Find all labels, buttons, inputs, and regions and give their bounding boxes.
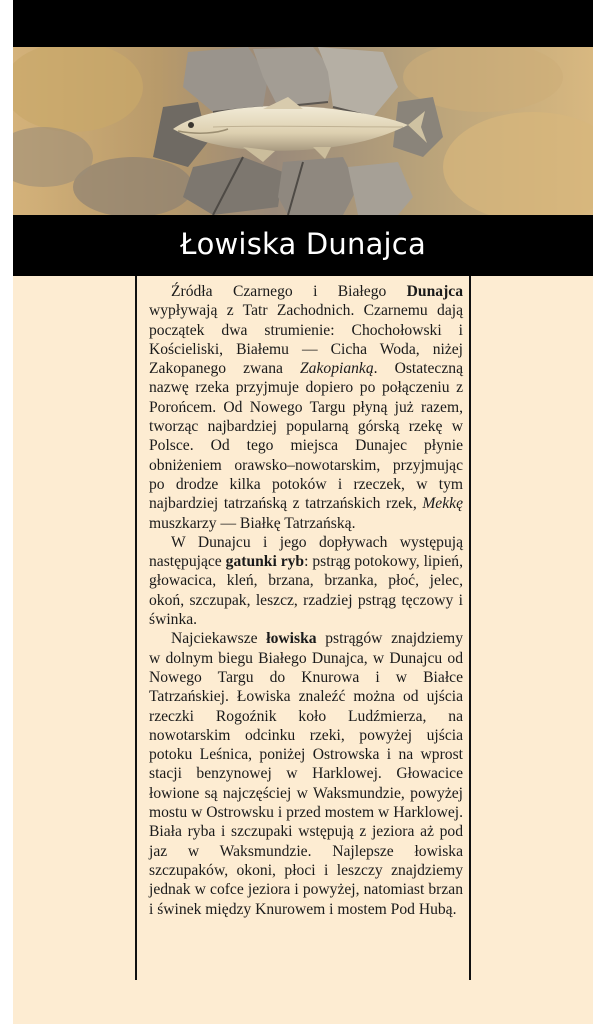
paragraph-sources xyxy=(149,282,463,533)
bold-term: gatunki ryb xyxy=(225,553,305,571)
column-rule-right xyxy=(469,276,471,980)
page xyxy=(13,0,593,1024)
paragraph-fish-species xyxy=(149,533,463,629)
text-run: wypływają z Tatr Zachodnich. Czarnemu dają początek dwa strumienie: Chochołowski i Kościeliski, Białemu — Cicha Woda, niżej Zakopanego zwana xyxy=(149,302,463,378)
text-run: W Dunajcu i jego dopływach występują następujące xyxy=(149,533,463,571)
article-body xyxy=(149,282,463,919)
text-run: . Ostateczną nazwę rzeka przyjmuje dopiero po połączeniu z Porońcem. Od Nowego Targu płyną już razem, tworząc najbardziej popularną górską rzekę w Polsce. Od tego miejsca Dunajec płynie obniżeniem orawsko–nowotarskim, przyjmując po drodze kilka potoków i rzeczek, w tym najbardziej tatrzańską z tatrzańskich rzek, xyxy=(149,360,463,513)
bold-term: łowiska xyxy=(266,630,317,648)
fish-on-rocks-photo xyxy=(13,47,593,215)
bold-term: Dunajca xyxy=(406,283,463,300)
title-banner xyxy=(13,215,593,276)
paragraph-fishing-spots xyxy=(149,629,463,918)
text-run: Najciekawsze xyxy=(171,630,267,648)
text-run: pstrągów znajdziemy w dolnym biegu Białego Dunajca, w Dunajcu od Nowego Targu do Knurowa i w Białce Tatrzańskiej. Łowiska znaleźć można od ujścia rzeczki Rogoźnik koło Ludźmierza, na nowotarskim odcinku rzeki, powyżej ujścia potoku Leśnica, poniżej Ostrowska i na wprost stacji benzynowej w Harklowej. Głowacice łowione są najczęściej w Waksmundzie, powyżej mostu w Ostrowsku i przed mostem w Harklowej. Biała ryba i szczupaki wstępują z jeziora aż pod jaz w Waksmundzie. Najlepsze łowiska szczupaków, okoni, płoci i leszczy znajdziemy jednak w cofce jeziora i powyżej, natomiast brzan i świnek między Knurowem i mostem Pod Hubą. xyxy=(149,630,463,918)
column-rule-left xyxy=(135,276,137,980)
text-run: muszkarzy — Białkę Tatrzańską. xyxy=(149,514,356,532)
text-run: Źródła Czarnego i Białego xyxy=(171,283,407,300)
top-black-bar xyxy=(13,0,593,47)
italic-term: Mekkę xyxy=(422,495,463,513)
text-run: : pstrąg potokowy, lipień, głowacica, kleń, brzana, brzanka, płoć, jelec, okoń, szczupak, leszcz, rzadziej pstrąg tęczowy i świnka. xyxy=(149,553,463,629)
page-title: Łowiska Dunajca xyxy=(180,227,426,261)
italic-term: Zakopianką xyxy=(300,360,374,378)
